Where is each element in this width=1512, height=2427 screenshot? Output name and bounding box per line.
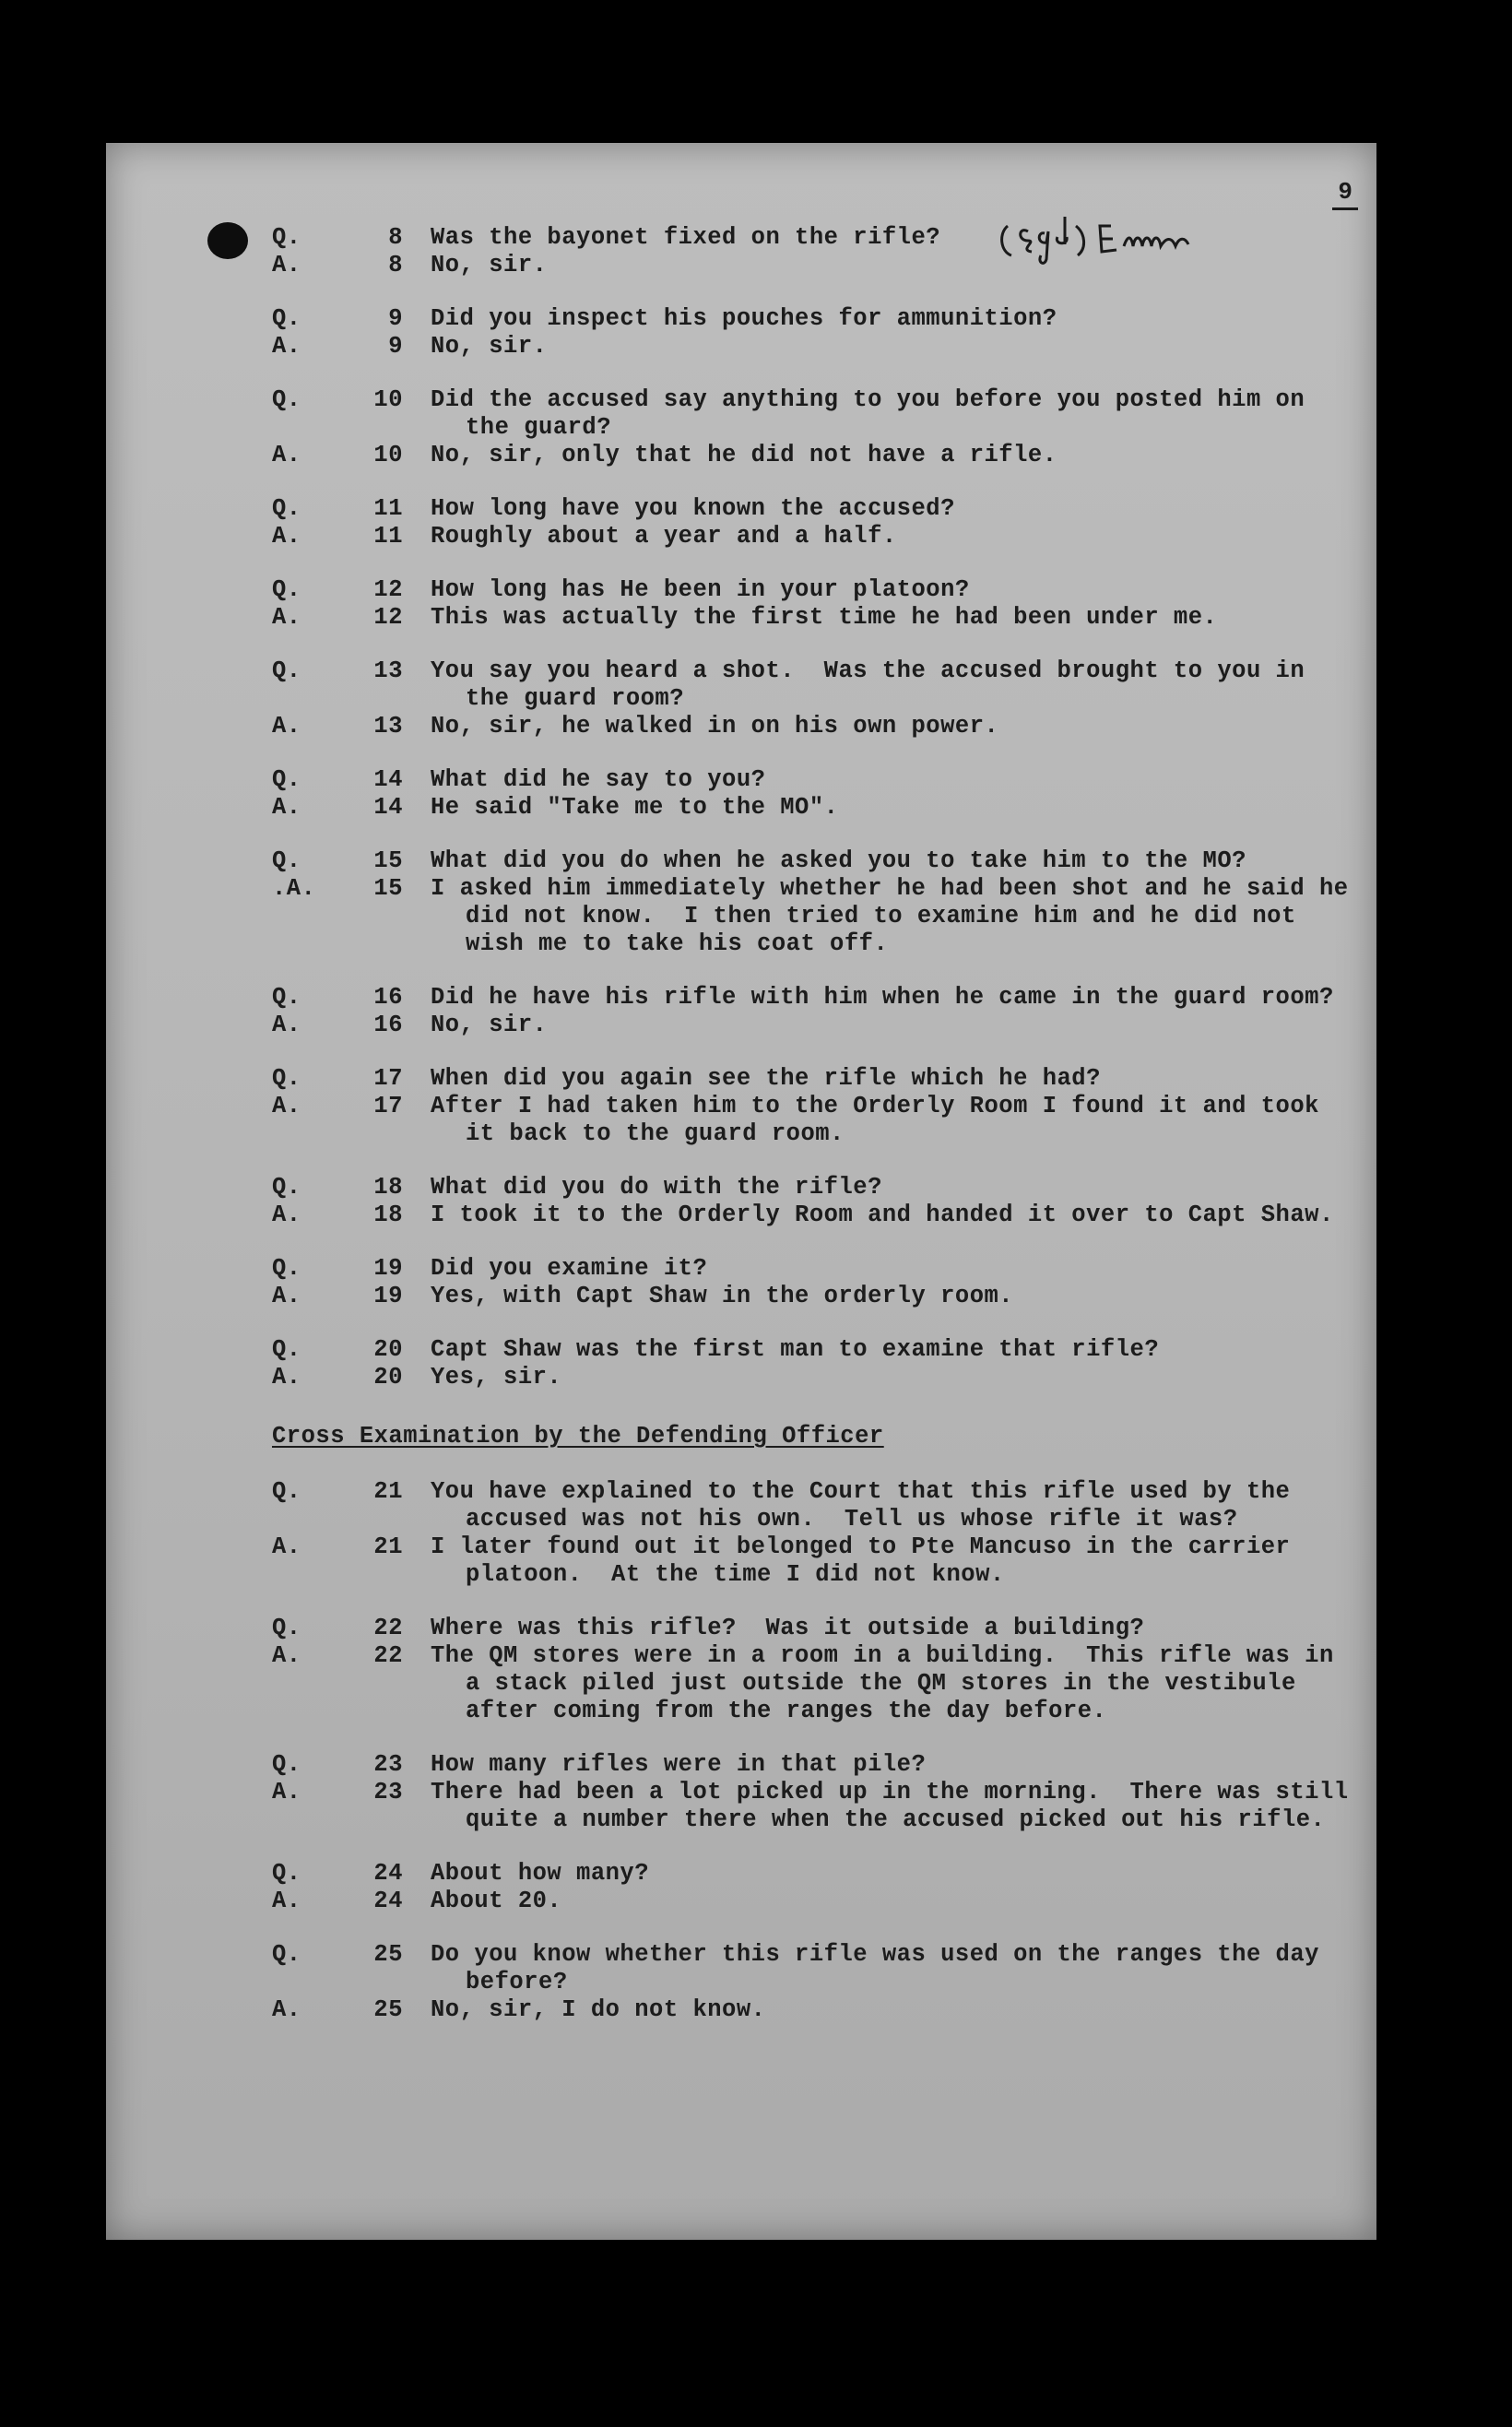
question-row: [272, 495, 1360, 523]
question-tag: Q.: [272, 984, 301, 1011]
question-text: Where was this rifle? Was it outside a building?: [431, 1615, 1145, 1641]
answer-tag: A.: [272, 794, 301, 821]
question-number: 10: [373, 386, 403, 413]
question-number: 9: [388, 305, 403, 332]
question-tag: Q.: [272, 1065, 301, 1092]
answer-tag: A.: [272, 523, 301, 550]
answer-text: Yes, sir.: [431, 1364, 562, 1391]
question-tag: Q.: [272, 1860, 301, 1887]
document-page: [106, 143, 1376, 2240]
answer-text: He said "Take me to the MO".: [431, 794, 839, 821]
qa-block: [272, 766, 1360, 822]
answer-text: I asked him immediately whether he had been shot and he said he did not know. I then tried to examine him and he did not wish me to take his coat off.: [431, 875, 1364, 957]
question-text: About how many?: [431, 1860, 650, 1887]
question-row: [272, 1336, 1360, 1364]
question-number: 19: [373, 1255, 403, 1282]
question-number: 12: [373, 576, 403, 603]
answer-text: After I had taken him to the Orderly Room I found it and took it back to the guard room.: [431, 1093, 1334, 1147]
page-number: 9: [1332, 178, 1358, 210]
answer-row: [272, 875, 1364, 958]
question-tag: Q.: [272, 657, 301, 684]
qa-block: [272, 1941, 1360, 2024]
answer-tag: A.: [272, 442, 301, 468]
answer-number: 11: [373, 523, 403, 550]
answer-row: [272, 1533, 1360, 1589]
answer-row: [272, 333, 1360, 361]
answer-row: [272, 1093, 1360, 1148]
answer-text: There had been a lot picked up in the morning. There was still quite a number there when the accused picked out his rifle.: [431, 1779, 1364, 1833]
answer-row: [272, 1283, 1360, 1310]
qa-block: [272, 1860, 1360, 1915]
answer-text: I took it to the Orderly Room and handed it over to Capt Shaw.: [431, 1202, 1334, 1228]
answer-number: 25: [373, 1996, 403, 2023]
question-row: [272, 984, 1360, 1012]
answer-text: Roughly about a year and a half.: [431, 523, 897, 550]
qa-block: [272, 984, 1360, 1039]
question-text: What did he say to you?: [431, 766, 766, 793]
question-number: 24: [373, 1860, 403, 1887]
section-heading: Cross Examination by the Defending Officer: [272, 1423, 884, 1450]
answer-text: No, sir.: [431, 252, 548, 278]
question-number: 17: [373, 1065, 403, 1092]
question-tag: Q.: [272, 1174, 301, 1201]
answer-number: 10: [373, 442, 403, 468]
answer-tag: A.: [272, 1779, 301, 1805]
qa-block: [272, 1336, 1360, 1391]
question-text: Capt Shaw was the first man to examine that rifle?: [431, 1336, 1160, 1363]
answer-number: 21: [373, 1533, 403, 1560]
question-tag: Q.: [272, 495, 301, 522]
question-tag: Q.: [272, 1336, 301, 1363]
question-number: 16: [373, 984, 403, 1011]
question-number: 14: [373, 766, 403, 793]
answer-row: [272, 1642, 1360, 1725]
question-number: 15: [373, 847, 403, 874]
question-row: [272, 386, 1360, 442]
answer-row: [272, 442, 1360, 469]
question-text: How long have you known the accused?: [431, 495, 955, 522]
question-row: [272, 766, 1360, 794]
qa-block: [272, 847, 1364, 958]
answer-tag: A.: [272, 1012, 301, 1038]
answer-number: 18: [373, 1202, 403, 1228]
question-text: What did you do with the rifle?: [431, 1174, 882, 1201]
question-tag: Q.: [272, 847, 301, 874]
answer-row: [272, 1888, 1360, 1915]
question-row: [272, 1751, 1360, 1779]
answer-row: [272, 252, 1360, 279]
question-number: 21: [373, 1478, 403, 1505]
question-number: 23: [373, 1751, 403, 1778]
answer-number: 8: [388, 252, 403, 278]
examination-questions: [272, 224, 1364, 1391]
question-text: Do you know whether this rifle was used on the ranges the day before?: [431, 1941, 1334, 1995]
answer-tag: A.: [272, 333, 301, 360]
question-text: How many rifles were in that pile?: [431, 1751, 927, 1778]
question-text: Was the bayonet fixed on the rifle?: [431, 224, 941, 251]
answer-tag: A.: [272, 1642, 301, 1669]
answer-number: 9: [388, 333, 403, 360]
answer-text: No, sir, only that he did not have a rifle.: [431, 442, 1057, 468]
question-tag: Q.: [272, 766, 301, 793]
answer-number: 24: [373, 1888, 403, 1914]
answer-number: 19: [373, 1283, 403, 1309]
answer-tag: A.: [272, 1533, 301, 1560]
question-number: 18: [373, 1174, 403, 1201]
question-tag: Q.: [272, 224, 301, 251]
question-number: 25: [373, 1941, 403, 1968]
answer-tag: A.: [272, 1888, 301, 1914]
answer-tag: A.: [272, 1364, 301, 1391]
qa-block: [272, 1065, 1360, 1148]
question-text: You say you heard a shot. Was the accused brought to you in the guard room?: [431, 657, 1319, 712]
answer-number: 15: [373, 875, 403, 902]
qa-block: [272, 1751, 1364, 1834]
cross-examination-questions: [272, 1478, 1364, 2024]
question-row: [272, 224, 1360, 252]
qa-block: [272, 386, 1360, 469]
answer-number: 22: [373, 1642, 403, 1669]
question-tag: Q.: [272, 386, 301, 413]
answer-row: [272, 1996, 1360, 2024]
question-tag: Q.: [272, 1941, 301, 1968]
answer-text: Yes, with Capt Shaw in the orderly room.: [431, 1283, 1014, 1309]
answer-number: 13: [373, 713, 403, 740]
qa-block: [272, 1174, 1360, 1229]
answer-tag: A.: [272, 1283, 301, 1309]
qa-block: [272, 224, 1360, 279]
qa-block: [272, 495, 1360, 551]
question-row: [272, 305, 1360, 333]
question-row: [272, 1255, 1360, 1283]
answer-number: 14: [373, 794, 403, 821]
answer-row: [272, 523, 1360, 551]
answer-row: [272, 1364, 1360, 1391]
qa-block: [272, 657, 1360, 740]
question-tag: Q.: [272, 305, 301, 332]
answer-text: No, sir.: [431, 1012, 548, 1038]
question-number: 8: [388, 224, 403, 251]
answer-tag: A.: [272, 713, 301, 740]
question-row: [272, 576, 1360, 604]
answer-number: 17: [373, 1093, 403, 1119]
answer-text: About 20.: [431, 1888, 562, 1914]
answer-tag: A.: [272, 1202, 301, 1228]
qa-block: [272, 1255, 1360, 1310]
question-number: 11: [373, 495, 403, 522]
qa-block: [272, 1615, 1360, 1725]
question-number: 13: [373, 657, 403, 684]
answer-row: [272, 1202, 1360, 1229]
answer-row: [272, 713, 1360, 740]
question-tag: Q.: [272, 1478, 301, 1505]
question-row: [272, 1478, 1360, 1533]
answer-text: No, sir, he walked in on his own power.: [431, 713, 999, 740]
question-tag: Q.: [272, 1751, 301, 1778]
answer-tag: A.: [272, 252, 301, 278]
question-row: [272, 657, 1360, 713]
question-tag: Q.: [272, 1255, 301, 1282]
question-row: [272, 1615, 1360, 1642]
answer-tag: A.: [272, 1996, 301, 2023]
answer-tag: A.: [272, 604, 301, 631]
answer-number: 12: [373, 604, 403, 631]
question-row: [272, 1941, 1360, 1996]
question-number: 20: [373, 1336, 403, 1363]
question-row: [272, 1174, 1360, 1202]
ink-blot-mark: [206, 217, 252, 263]
question-text: How long has He been in your platoon?: [431, 576, 970, 603]
question-tag: Q.: [272, 576, 301, 603]
qa-block: [272, 1478, 1360, 1589]
answer-text: No, sir.: [431, 333, 548, 360]
answer-text: I later found out it belonged to Pte Mancuso in the carrier platoon. At the time I did not know.: [431, 1533, 1305, 1588]
answer-row: [272, 1779, 1364, 1834]
answer-number: 16: [373, 1012, 403, 1038]
question-row: [272, 1860, 1360, 1888]
answer-tag: .A.: [272, 875, 316, 902]
qa-block: [272, 576, 1360, 632]
question-text: When did you again see the rifle which he had?: [431, 1065, 1101, 1092]
question-text: You have explained to the Court that this rifle used by the accused was not his own. Tell us whose rifle it was?: [431, 1478, 1305, 1533]
qa-block: [272, 305, 1360, 361]
answer-text: This was actually the first time he had been under me.: [431, 604, 1218, 631]
question-text: Did you inspect his pouches for ammunition?: [431, 305, 1057, 332]
question-tag: Q.: [272, 1615, 301, 1641]
question-text: Did you examine it?: [431, 1255, 708, 1282]
question-text: Did the accused say anything to you before you posted him on the guard?: [431, 386, 1319, 441]
answer-row: [272, 604, 1360, 632]
answer-text: The QM stores were in a room in a building. This rifle was in a stack piled just outside the QM stores in the vestibule after coming from the ranges the day before.: [431, 1642, 1349, 1724]
question-row: [272, 847, 1360, 875]
question-text: Did he have his rifle with him when he came in the guard room?: [431, 984, 1334, 1011]
answer-row: [272, 1012, 1360, 1039]
testimony-body: [272, 224, 1364, 2050]
answer-row: [272, 794, 1360, 822]
question-number: 22: [373, 1615, 403, 1641]
question-text: What did you do when he asked you to take him to the MO?: [431, 847, 1246, 874]
answer-tag: A.: [272, 1093, 301, 1119]
answer-number: 20: [373, 1364, 403, 1391]
answer-text: No, sir, I do not know.: [431, 1996, 766, 2023]
answer-number: 23: [373, 1779, 403, 1805]
question-row: [272, 1065, 1360, 1093]
